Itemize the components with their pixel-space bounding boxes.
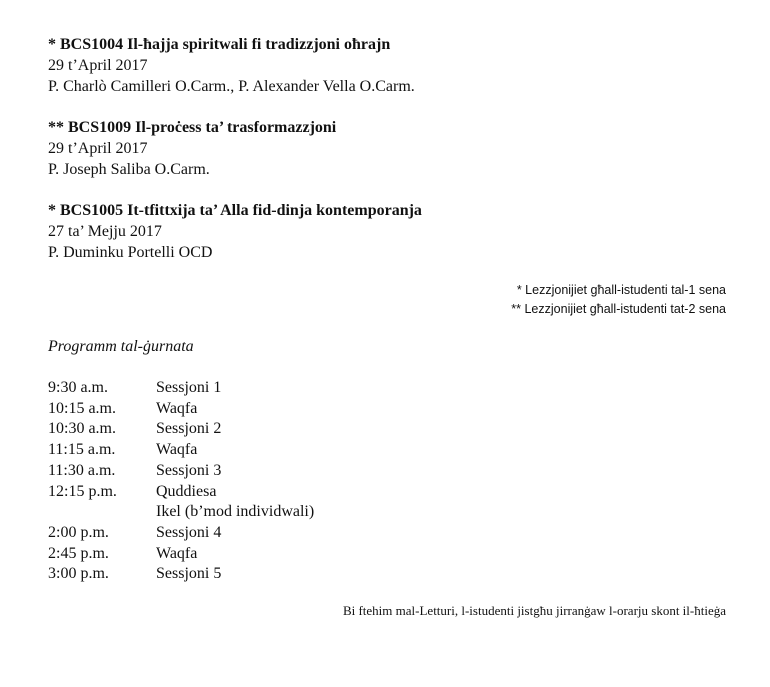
schedule-row xyxy=(48,378,314,399)
schedule-time: 12:15 p.m. xyxy=(48,482,117,500)
course-block xyxy=(48,200,422,263)
course-lecturers: P. Charlò Camilleri O.Carm., P. Alexander Vella O.Carm. xyxy=(48,78,415,95)
schedule-item: Sessjoni 5 xyxy=(156,565,222,583)
programme-title: Programm tal-ġurnata xyxy=(48,338,194,355)
schedule-time: 2:45 p.m. xyxy=(48,544,109,562)
footer-note: Bi ftehim mal-Letturi, l-istudenti jistgħu jirranġaw l-orarju skont il-ħtieġa xyxy=(342,603,726,618)
schedule-item: Sessjoni 4 xyxy=(156,523,222,541)
schedule-time xyxy=(48,502,156,523)
schedule-item: Waqfa xyxy=(156,544,198,562)
footnote-second-year: ** Lezzjonijiet għall-istudenti tat-2 sena xyxy=(511,302,726,316)
schedule-row xyxy=(48,440,314,461)
course-date: 27 ta’ Mejju 2017 xyxy=(48,223,162,240)
schedule-item: Sessjoni 2 xyxy=(156,420,222,438)
schedule-time: 10:30 a.m. xyxy=(48,420,116,438)
schedule-row xyxy=(48,419,314,440)
schedule-row xyxy=(48,399,314,420)
course-date: 29 t’April 2017 xyxy=(48,140,148,157)
schedule-item: Ikel (b’mod individwali) xyxy=(156,503,315,521)
schedule-item: Sessjoni 3 xyxy=(156,461,222,479)
schedule-row xyxy=(48,523,314,544)
schedule-row xyxy=(48,544,314,565)
schedule-time: 9:30 a.m. xyxy=(48,379,108,396)
course-lecturers: P. Duminku Portelli OCD xyxy=(48,244,213,261)
schedule-item: Waqfa xyxy=(156,441,198,459)
course-title: ** BCS1009 Il-proċess ta’ trasformazzjoni xyxy=(48,119,337,136)
schedule-row xyxy=(48,482,314,503)
course-title: * BCS1005 It-tfittxija ta’ Alla fid-dinja kontemporanja xyxy=(48,202,422,219)
schedule-item: Sessjoni 1 xyxy=(156,379,222,396)
schedule-time: 2:00 p.m. xyxy=(48,523,109,541)
course-lecturers: P. Joseph Saliba O.Carm. xyxy=(48,161,210,178)
course-block xyxy=(48,34,415,97)
footnotes xyxy=(511,281,726,319)
course-title: * BCS1004 Il-ħajja spiritwali fi tradizzjoni oħrajn xyxy=(48,36,391,53)
schedule-time: 10:15 a.m. xyxy=(48,399,116,417)
schedule-time: 11:15 a.m. xyxy=(48,441,116,459)
course-date: 29 t’April 2017 xyxy=(48,57,148,74)
course-block xyxy=(48,117,336,180)
schedule-item: Waqfa xyxy=(156,399,198,417)
schedule-row xyxy=(48,502,314,523)
schedule-row xyxy=(48,564,314,585)
schedule-time: 11:30 a.m. xyxy=(48,461,116,479)
programme-schedule xyxy=(48,378,314,585)
schedule-item: Quddiesa xyxy=(156,482,217,500)
schedule-row xyxy=(48,461,314,482)
schedule-time: 3:00 p.m. xyxy=(48,565,109,583)
footnote-first-year: * Lezzjonijiet għall-istudenti tal-1 sena xyxy=(516,283,726,297)
